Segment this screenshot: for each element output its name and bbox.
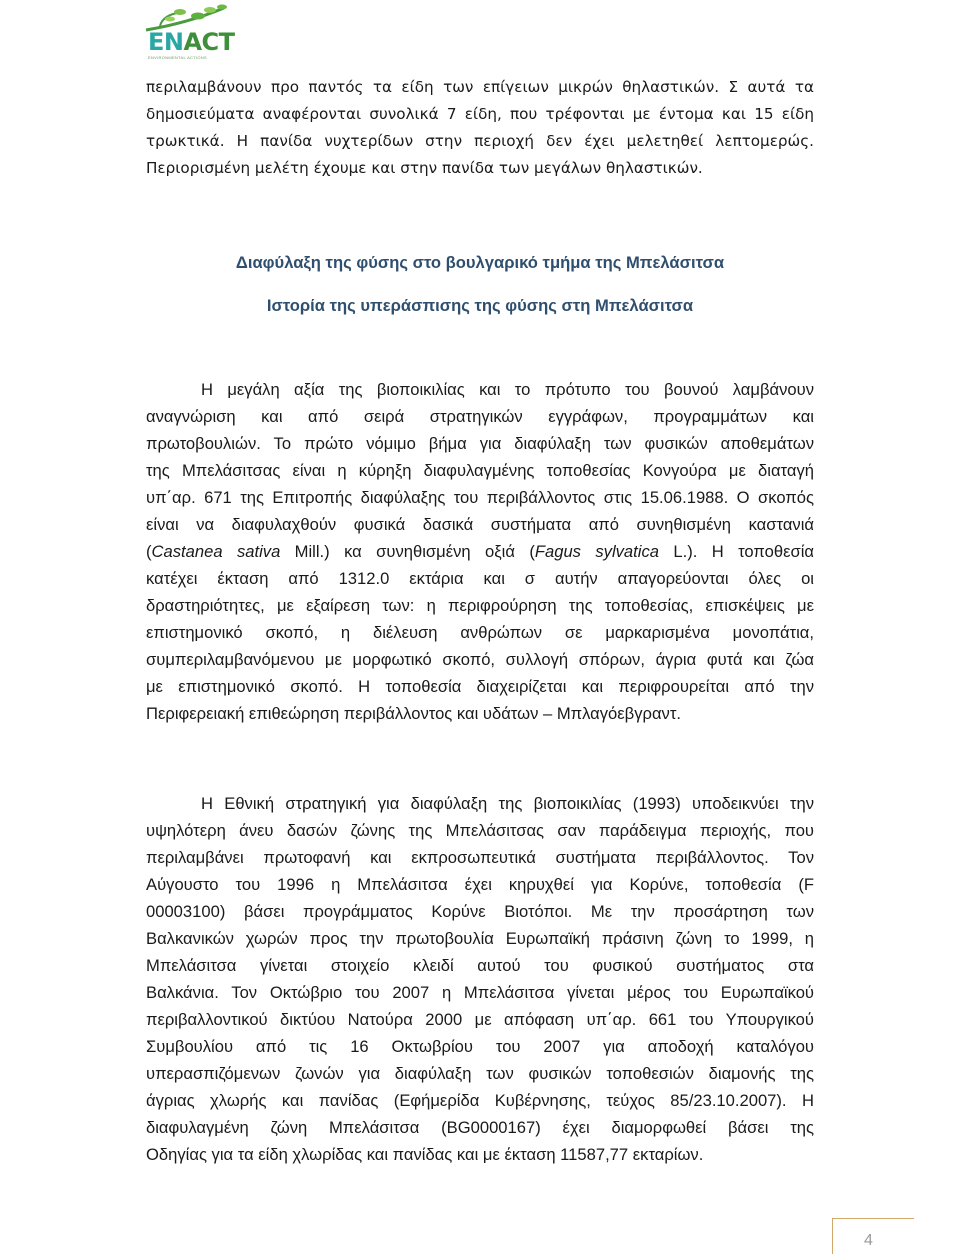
text-line: υψηλότερη άνευ δασών ζώνης της Μπελάσιτσας σαν παράδειγμα περιοχής, που [146, 821, 814, 840]
text-line: Περιορισμένη μελέτη έχουμε και στην πανίδα των μεγάλων θηλαστικών. [146, 159, 703, 177]
text-line: περιλαμβάνει πρωτοφανή και εκπροσωπευτικά συστήματα περιβάλλοντος. Τον [146, 848, 814, 867]
paragraph-strategy [146, 790, 814, 1168]
logo-tagline: ENVIRONMENTAL ACTIONS [148, 55, 207, 60]
text-line: Βαλκανικών χωρών προς την πρωτοβουλία Ευρωπαϊκή πράσινη ζώνη το 1999, η [146, 929, 814, 948]
section-title: Διαφύλαξη της φύσης στο βουλγαρικό τμήμα της Μπελάσιτσα [235, 253, 725, 272]
text-line: άγριας χλωρής και πανίδας (Εφήμερίδα Κυβέρνησης, τεύχος 85/23.10.2007). Η [146, 1091, 814, 1110]
text-line: Βαλκάνια. Τον Οκτώβριο του 2007 η Μπελάσιτσα γίνεται μέρος του Ευρωπαϊκού [146, 983, 814, 1002]
text-line: συμπεριλαμβανόμενου με μορφωτικό σκοπό, συλλογή σπόρων, άγρια φυτά και ζώα [146, 650, 814, 669]
text-line: Περιφερειακή επιθεώρηση περιβάλλοντος και υδάτων – Μπλαγόεβγραντ. [146, 704, 681, 723]
intro-paragraph [146, 78, 814, 186]
page-number-frame [832, 1218, 914, 1254]
text-line: πρωτοβουλιών. Το πρώτο νόμιμο βήμα για διαφύλαξη των φυσικών αποθεμάτων [146, 434, 814, 453]
logo-wordmark: ENACT [148, 28, 235, 56]
text-line: επιστημονικό σκοπό, η διέλευση ανθρώπων σε μαρκαρισμένα μονοπάτια, [146, 623, 814, 642]
text-line: περιβαλλοντικού δικτύου Νατούρα 2000 με απόφαση υπ΄αρ. 661 του Υπουργικού [146, 1010, 814, 1029]
text-line-species: (Castanea sativa Mill.) κα συνηθισμένη οξιά (Fagus sylvatica L.). Η τοποθεσία [146, 542, 814, 561]
text-line: αναγνώριση και από σειρά στρατηγικών εγγράφων, προγραμμάτων και [146, 407, 814, 426]
text-line: Μπελάσιτσα γίνεται στοιχείο κλειδί αυτού του φυσικού συστήματος στα [146, 956, 814, 975]
text-line: δημοσιεύματα αναφέρονται συνολικά 7 είδη, που τρέφονται με έντομα και 15 είδη [146, 105, 814, 123]
text-line: Συμβουλίου από τις 16 Οκτωβρίου του 2007 για αποδοχή καταλόγου [146, 1037, 814, 1056]
text-line: είναι να διαφυλαχθούν φυσικά δασικά συστήματα από συνηθισμένη καστανιά [146, 515, 814, 534]
text-line: κατέχει έκταση από 1312.0 εκτάρια και σ αυτήν απαγορεύονται όλες οι [146, 569, 814, 588]
section-subtitle: Ιστορία της υπεράσπισης της φύσης στη Μπελάσιτσα [266, 296, 694, 315]
text-line: υπερασπιζόμενων ζωνών για διαφύλαξη των φυσικών τοποθεσιών διαμονής της [146, 1064, 814, 1083]
text-line: με επιστημονικό σκοπό. Η τοποθεσία διαχειρίζεται και περιφρουρείται από την [146, 677, 814, 696]
text-line: διαφυλαγμένη ζώνη Μπελάσιτσα (BG0000167) έχει διαμορφωθεί βάσει της [146, 1118, 814, 1137]
text-line: 00003100) βάσει προγράμματος Κορύνε Βιοτόποι. Με την προσάρτηση των [146, 902, 814, 921]
text-line: Αύγουστο του 1996 η Μπελάσιτσα έχει κηρυχθεί για Κορύνε, τοποθεσία (F [146, 875, 814, 894]
text-line: τρωκτικά. Η πανίδα νυχτερίδων στην περιοχή δεν έχει μελετηθεί λεπτομερώς. [146, 132, 814, 150]
paragraph-history [146, 376, 814, 727]
text-line: Οδηγίας για τα είδη χλωρίδας και πανίδας και με έκταση 11587,77 εκταρίων. [146, 1145, 704, 1164]
text-line: υπ΄αρ. 671 της Επιτροπής διαφύλαξης του περιβάλλοντος στις 15.06.1988. Ο σκοπός [146, 488, 814, 507]
enact-logo [140, 4, 235, 62]
page-number: 4 [864, 1232, 873, 1249]
text-line: της Μπελάσιτσας είναι η κύρηξη διαφυλαγμένης τοποθεσίας Κονγούρα με διαταγή [146, 461, 814, 480]
text-line: Η μεγάλη αξία της βιοποικιλίας και το πρότυπο του βουνού λαμβάνουν [201, 380, 814, 399]
text-line: Η Εθνική στρατηγική για διαφύλαξη της βιοποικιλίας (1993) υποδεικνύει την [201, 794, 814, 813]
text-line: δραστηριότητες, με εξαίρεση των: η περιφρούρηση της τοποθεσίας, επισκέψεις με [146, 596, 814, 615]
text-line: περιλαμβάνουν προ παντός τα είδη των επίγειων μικρών θηλαστικών. Σ αυτά τα [146, 78, 814, 96]
